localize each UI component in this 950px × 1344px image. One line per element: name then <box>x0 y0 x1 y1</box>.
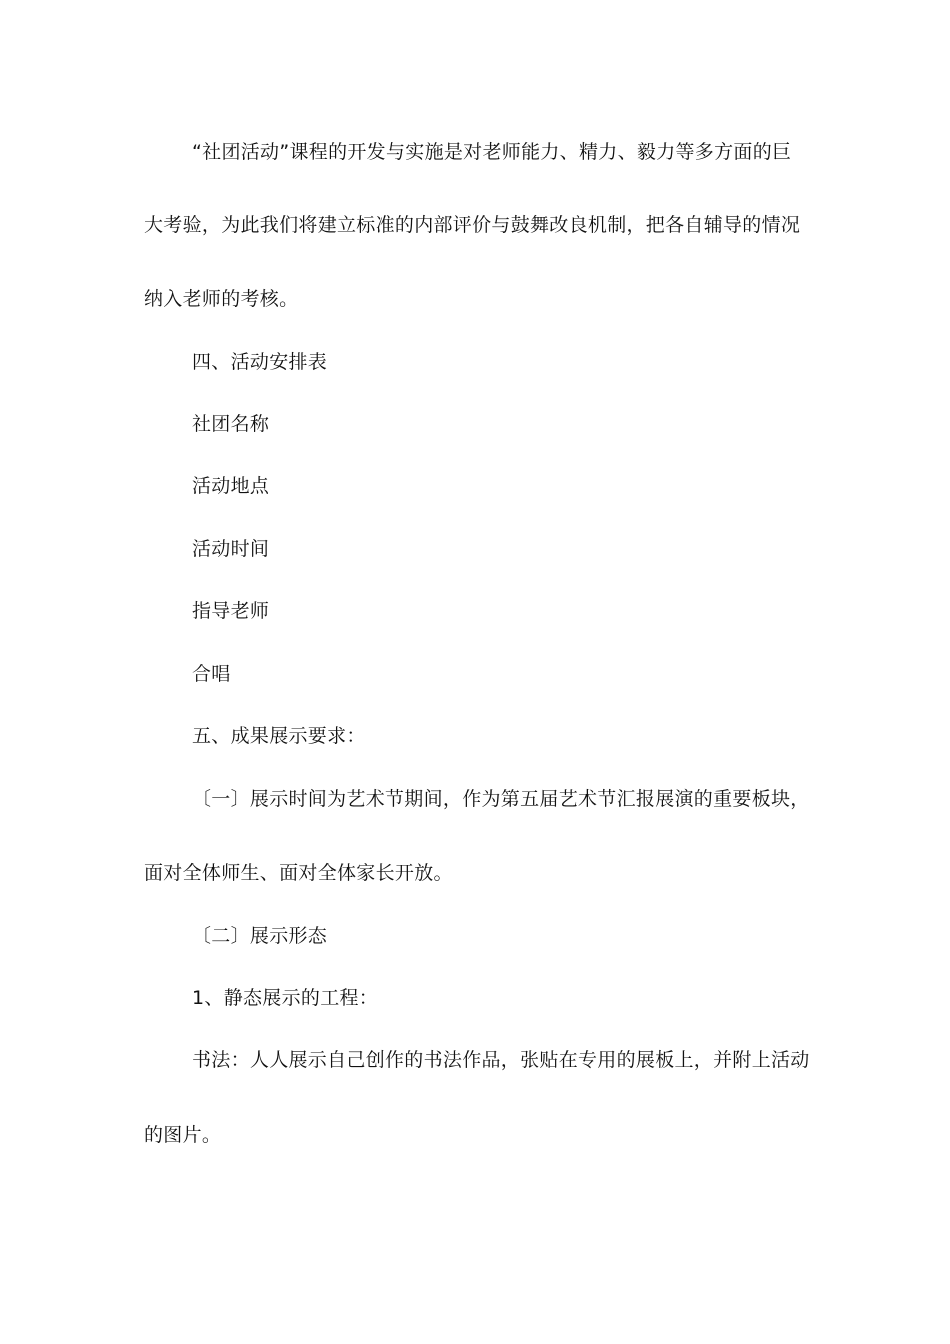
list-item: 1、静态展示的工程： <box>192 987 379 1009</box>
table-label: 活动时间 <box>192 538 270 560</box>
paragraph-line: 面对全体师生、面对全体家长开放。 <box>144 862 453 884</box>
table-label: 社团名称 <box>192 413 270 435</box>
paragraph-line: 纳入老师的考核。 <box>144 288 299 310</box>
section-heading: 四、活动安排表 <box>192 351 328 373</box>
table-label: 活动地点 <box>192 475 270 497</box>
paragraph-line: 的图片。 <box>144 1124 222 1146</box>
paragraph-line: “社团活动”课程的开发与实施是对老师能力、精力、毅力等多方面的巨 <box>192 141 792 163</box>
subsection-heading: 〔二〕展示形态 <box>192 925 328 947</box>
paragraph-line: 大考验，为此我们将建立标准的内部评价与鼓舞改良机制，把各自辅导的情况 <box>144 214 801 236</box>
paragraph-line: 〔一〕展示时间为艺术节期间，作为第五届艺术节汇报展演的重要板块， <box>192 788 810 810</box>
paragraph-line: 书法：人人展示自己创作的书法作品，张贴在专用的展板上，并附上活动 <box>192 1049 810 1071</box>
section-heading: 五、成果展示要求： <box>192 725 366 747</box>
table-value: 合唱 <box>192 663 231 685</box>
table-label: 指导老师 <box>192 600 270 622</box>
